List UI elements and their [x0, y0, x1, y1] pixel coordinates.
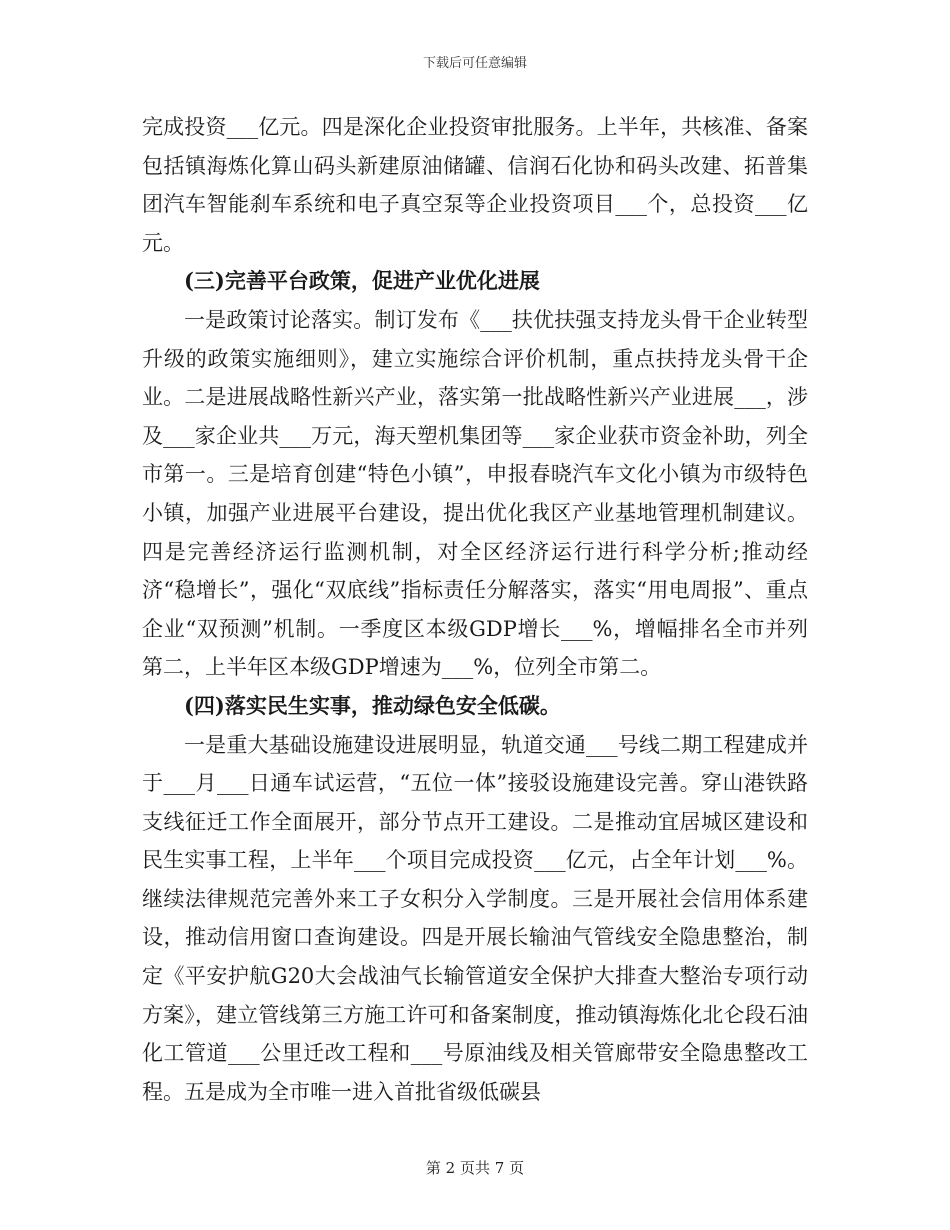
page-footer: 第 2 页共 7 页 [425, 1159, 525, 1177]
section-heading-4: (四)落实民生实事，推动绿色安全低碳。 [184, 692, 561, 718]
section-heading-3: (三)完善平台政策，促进产业优化进展 [184, 268, 540, 294]
page-header: 下载后可任意编辑 [422, 56, 527, 71]
paragraph-platform-policy: 一是政策讨论落实。制订发布《___扶优扶强支持龙头骨干企业转型升级的政策实施细则》，建立实施综合评价机制，重点扶持龙头骨干企业。二是进展战略性新兴产业，落实第一批战略性新兴产业进展___，涉及___家企业共___万元，海天塑机集团等___家企业获市资金补助，列全市第一。三是培育创建“特色小镇”，申报春晓汽车文化小镇为市级特色小镇，加强产业进展平台建设，提出优化我区产业基地管理机制建议。四是完善经济运行监测机制，对全区经济运行进行科学分析;推动经济“稳增长”，强化“双底线”指标责任分解落实，落实“用电周报”、重点企业“双预测”机制。一季度区本级GDP增长___%，增幅排名全市并列第二，上半年区本级GDP增速为___%，位列全市第二。 [142, 307, 808, 680]
paragraph-livelihood: 一是重大基础设施建设进展明显，轨道交通___号线二期工程建成并于___月___日通车试运营，“五位一体”接驳设施建设完善。穿山港铁路支线征迁工作全面展开，部分节点开工建设。二是推动宜居城区建设和民生实事工程，上半年___个项目完成投资___亿元，占全年计划___%。继续法律规范完善外来工子女积分入学制度。三是开展社会信用体系建设，推动信用窗口查询建设。四是开展长输油气管线安全隐患整治，制定《平安护航G20大会战油气长输管道安全保护大排查大整治专项行动方案》，建立管线第三方施工许可和备案制度，推动镇海炼化北仑段石油化工管道___公里迁改工程和___号原油线及相关管廊带安全隐患整改工程。五是成为全市唯一进入首批省级低碳县 [142, 732, 808, 1104]
document-body [142, 108, 808, 1111]
paragraph-investment: 完成投资___亿元。四是深化企业投资审批服务。上半年，共核准、备案包括镇海炼化算山码头新建原油储罐、信润石化协和码头改建、拓普集团汽车智能刹车系统和电子真空泵等企业投资项目___个，总投资___亿元。 [142, 115, 808, 255]
